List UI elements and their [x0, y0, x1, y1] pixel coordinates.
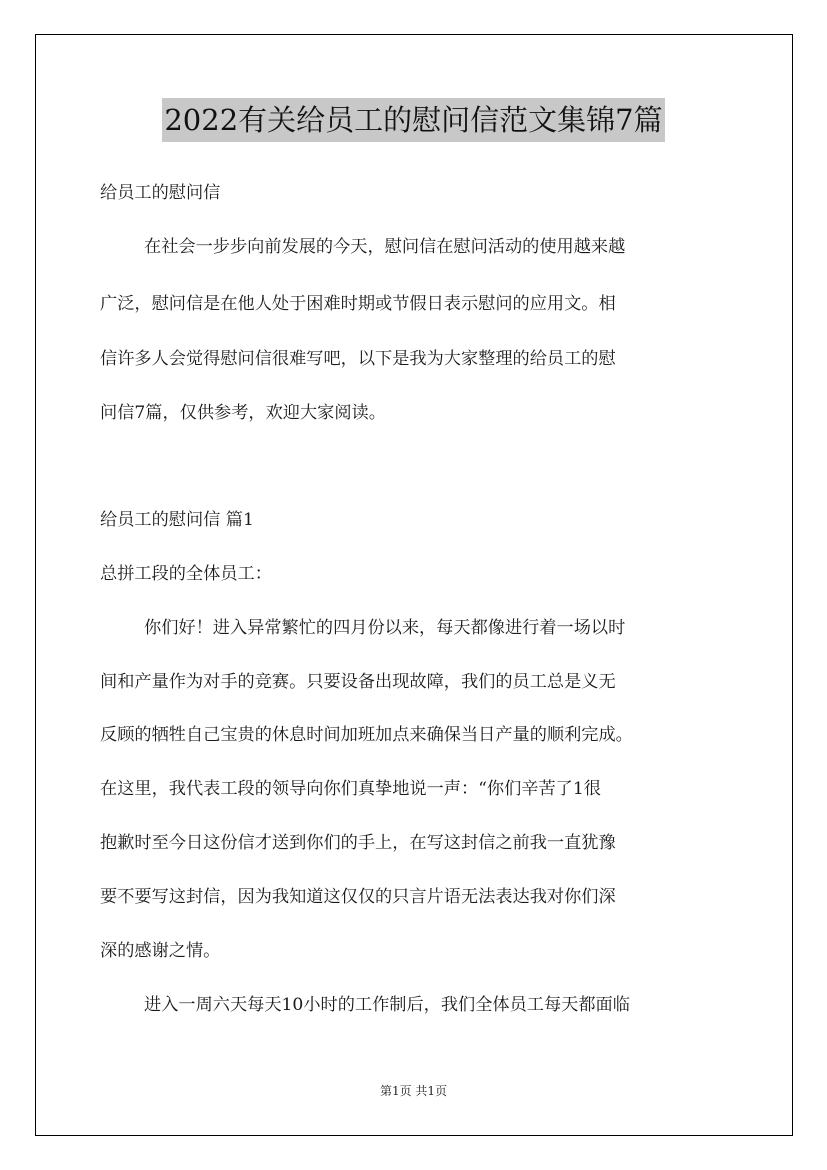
body-line: 进入一周六天每天10小时的工作制后，我们全体员工每天都面临 — [144, 995, 630, 1015]
salutation: 总拼工段的全体员工： — [100, 564, 272, 584]
body-line: 要不要写这封信，因为我知道这仅仅的只言片语无法表达我对你们深 — [100, 887, 616, 907]
intro-line: 信许多人会觉得慰问信很难写吧，以下是我为大家整理的给员工的慰 — [100, 349, 616, 369]
body-line: 在这里，我代表工段的领导向你们真挚地说一声：“你们辛苦了1很 — [100, 779, 601, 799]
body-line: 反顾的牺牲自己宝贵的休息时间加班加点来确保当日产量的顺利完成。 — [100, 725, 633, 745]
section-heading: 给员工的慰问信 篇1 — [100, 510, 254, 530]
body-line: 深的感谢之情。 — [100, 941, 221, 961]
intro-line: 广泛，慰问信是在他人处于困难时期或节假日表示慰问的应用文。相 — [100, 294, 616, 314]
intro-line: 问信7篇，仅供参考，欢迎大家阅读。 — [100, 403, 386, 423]
intro-line: 在社会一步步向前发展的今天，慰问信在慰问活动的使用越来越 — [144, 237, 626, 257]
body-line: 你们好！进入异常繁忙的四月份以来，每天都像进行着一场以时 — [144, 618, 626, 638]
body-line: 抱歉时至今日这份信才送到你们的手上，在写这封信之前我一直犹豫 — [100, 833, 616, 853]
intro-heading: 给员工的慰问信 — [100, 183, 221, 203]
page-footer: 第1页 共1页 — [379, 1084, 448, 1098]
document-title: 2022有关给员工的慰问信范文集锦7篇 — [162, 98, 664, 142]
body-line: 间和产量作为对手的竞赛。只要设备出现故障，我们的员工总是义无 — [100, 672, 616, 692]
title-container — [0, 98, 827, 142]
